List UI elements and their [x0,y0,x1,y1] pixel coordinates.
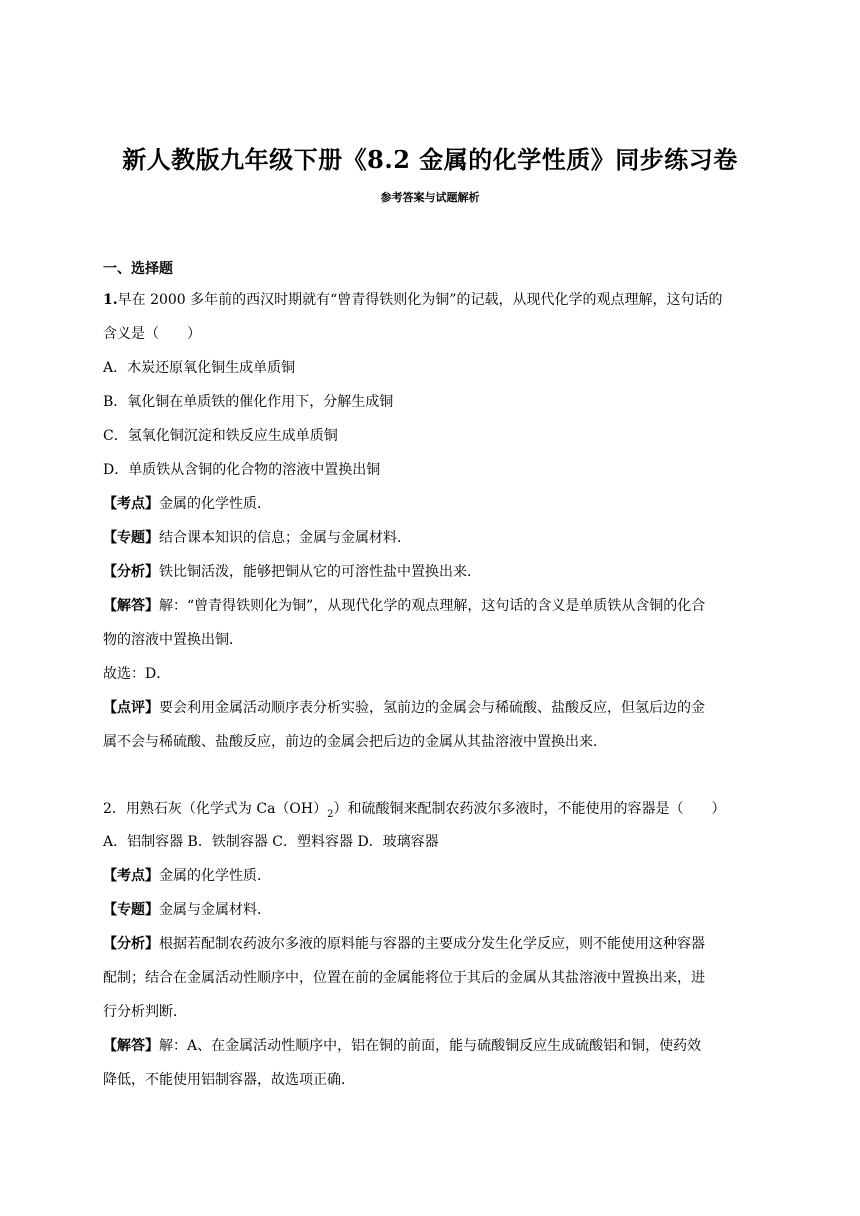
q1-option-d: D．单质铁从含铜的化合物的溶液中置换出铜 [103,462,381,478]
q1-stem-text: 早在 2000 多年前的西汉时期就有“曾青得铁则化为铜”的记载，从现代化学的观点理解，这句话的 [117,292,723,308]
q1-zhuanti-text: 结合课本知识的信息；金属与金属材料． [159,530,411,546]
section-heading: 一、选择题 [103,261,173,277]
q1-option-c: C．氢氧化铜沉淀和铁反应生成单质铜 [103,428,338,444]
q2-zhuanti-text: 金属与金属材料． [159,902,271,918]
q1-jieda-line2: 物的溶液中置换出铜． [103,632,243,648]
q2-fenxi-tag: 【分析】 [103,936,159,952]
q2-fenxi-line2: 配制；结合在金属活动性顺序中，位置在前的金属能将位于其后的金属从其盐溶液中置换出来，进 [103,970,705,986]
q1-answer: 故选：D． [103,666,171,682]
q2-number: 2． [103,801,126,817]
q1-dianping-line1 [103,698,763,718]
q1-kaodian-tag: 【考点】 [103,496,159,512]
q1-stem-line2: 含义是（ ） [103,326,201,342]
q2-fenxi-line3: 行分析判断． [103,1004,187,1020]
q1-kaodian [103,494,763,514]
q1-jieda-text: 解：“曾青得铁则化为铜”，从现代化学的观点理解，这句话的含义是单质铁从含铜的化合 [159,598,706,614]
q1-fenxi-text: 铁比铜活泼，能够把铜从它的可溶性盐中置换出来． [159,564,481,580]
q2-jieda-line1 [103,1036,763,1056]
q1-jieda-line1 [103,596,763,616]
q2-kaodian-text: 金属的化学性质． [159,868,271,884]
q2-zhuanti [103,900,763,920]
q1-option-a: A．木炭还原氧化铜生成单质铜 [103,360,296,376]
q2-options: A．铝制容器 B．铁制容器 C．塑料容器 D．玻璃容器 [103,834,439,850]
q1-zhuanti-tag: 【专题】 [103,530,159,546]
q1-zhuanti [103,528,763,548]
document-subtitle: 参考答案与试题解析 [380,191,480,204]
q1-dianping-text: 要会利用金属活动顺序表分析实验，氢前边的金属会与稀硫酸、盐酸反应，但氢后边的金 [159,700,705,716]
q1-dianping-tag: 【点评】 [103,700,159,716]
q1-number: 1. [103,292,118,308]
q1-stem-line1 [103,290,763,310]
q2-stem [103,799,763,819]
q1-kaodian-text: 金属的化学性质． [159,496,271,512]
q1-option-b: B．氧化铜在单质铁的催化作用下，分解生成铜 [103,394,394,410]
q2-stem-part1: 用熟石灰（化学式为 Ca（OH） [125,801,328,817]
q2-stem-part2: ）和硫酸铜来配制农药波尔多液时，不能使用的容器是（ ） [333,801,726,817]
q2-fenxi-text: 根据若配制农药波尔多液的原料能与容器的主要成分发生化学反应，则不能使用这种容器 [159,936,705,952]
q2-jieda-text: 解：A、在金属活动性顺序中，铝在铜的前面，能与硫酸铜反应生成硫酸铝和铜，使药效 [159,1038,702,1054]
q2-jieda-tag: 【解答】 [103,1038,159,1054]
q2-jieda-line2: 降低，不能使用铝制容器，故选项正确． [103,1072,355,1088]
q1-fenxi [103,562,763,582]
q2-kaodian [103,866,763,886]
q1-jieda-tag: 【解答】 [103,598,159,614]
q1-dianping-line2: 属不会与稀硫酸、盐酸反应，前边的金属会把后边的金属从其盐溶液中置换出来． [103,734,607,750]
document-title: 新人教版九年级下册《8.2 金属的化学性质》同步练习卷 [122,145,738,174]
q1-fenxi-tag: 【分析】 [103,564,159,580]
q2-zhuanti-tag: 【专题】 [103,902,159,918]
q2-fenxi-line1 [103,934,763,954]
q2-kaodian-tag: 【考点】 [103,868,159,884]
q2-stem-subscript: 2 [327,808,334,820]
